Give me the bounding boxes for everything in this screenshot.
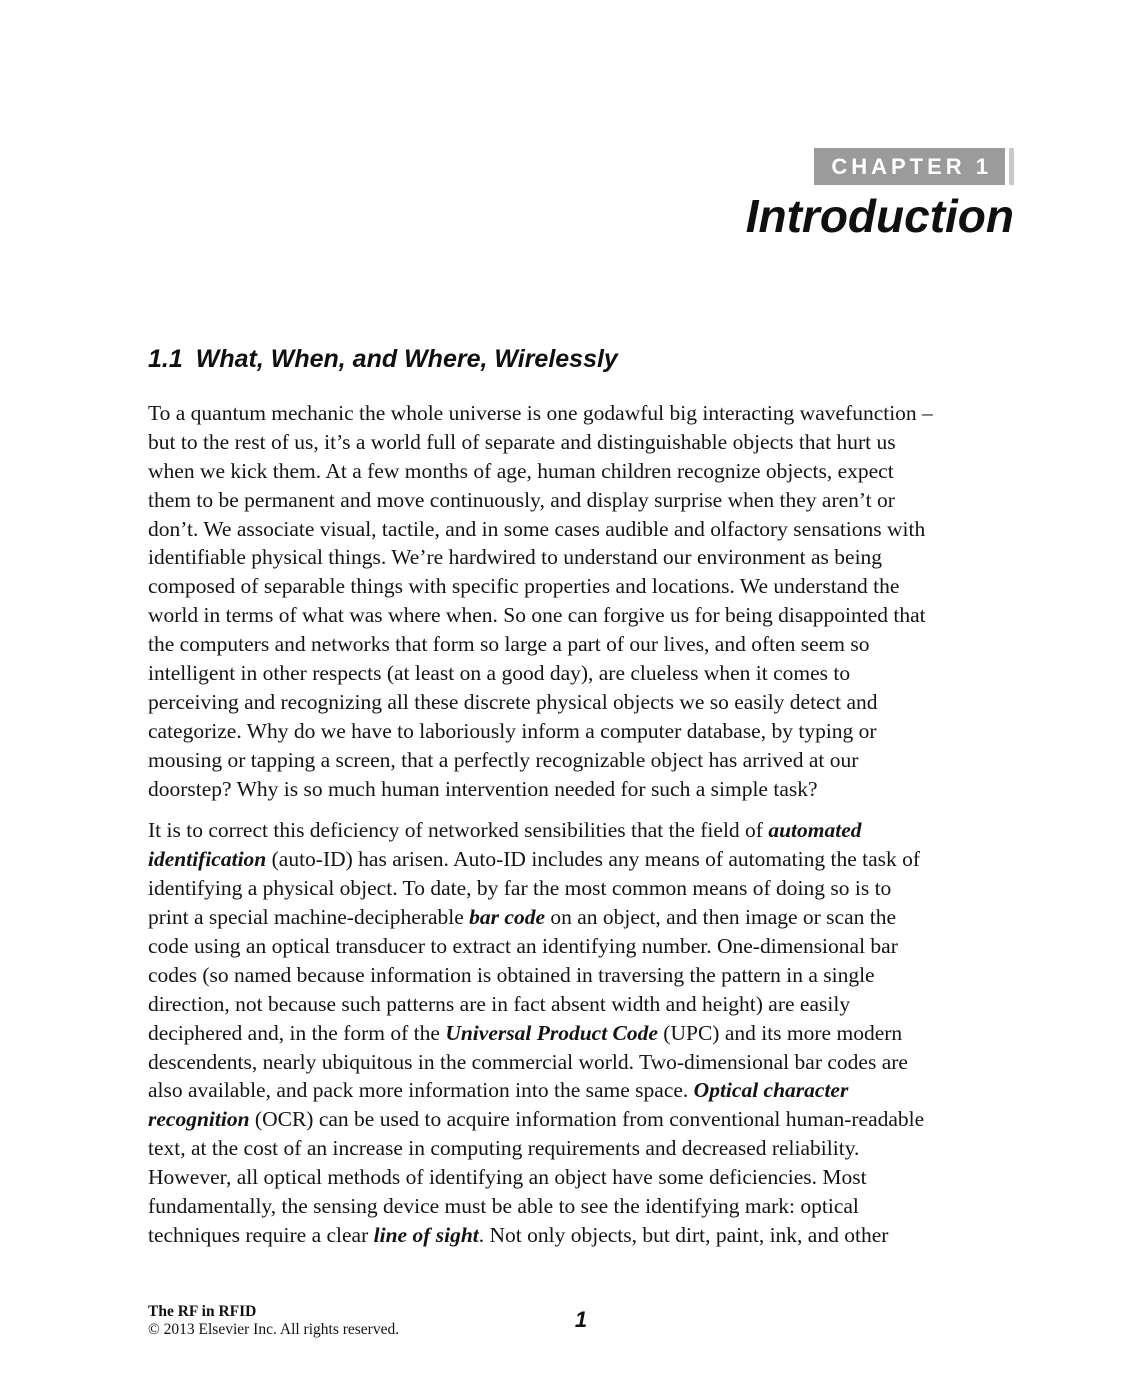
body-text <box>148 399 1028 1250</box>
book-title: The RF in RFID <box>148 1303 257 1320</box>
chapter-banner <box>814 148 1005 185</box>
text-line: the computers and networks that form so large a part of our lives, and often seem so <box>148 632 870 657</box>
text-line: descendents, nearly ubiquitous in the commercial world. Two-dimensional bar codes are <box>148 1049 908 1074</box>
text-line: perceiving and recognizing all these discrete physical objects we so easily detect and <box>148 689 878 714</box>
text-line: mousing or tapping a screen, that a perfectly recognizable object has arrived at our <box>148 747 859 772</box>
text-line: also available, and pack more information into the same space. Optical character <box>148 1078 849 1103</box>
text-line: deciphered and, in the form of the Universal Product Code (UPC) and its more modern <box>148 1020 903 1045</box>
text-line: However, all optical methods of identifying an object have some deficiencies. Most <box>148 1165 867 1190</box>
chapter-title: Introduction <box>745 190 1014 242</box>
text-line: don’t. We associate visual, tactile, and in some cases audible and olfactory sensations with <box>148 516 926 541</box>
body-paragraph <box>148 816 1028 1249</box>
text-line: techniques require a clear line of sight. Not only objects, but dirt, paint, ink, and other <box>148 1222 889 1247</box>
page-footer <box>148 1303 1014 1353</box>
section-heading <box>148 344 618 374</box>
text-line: recognition (OCR) can be used to acquire information from conventional human-readable <box>148 1107 925 1132</box>
text-line: codes (so named because information is obtained in traversing the pattern in a single <box>148 962 875 987</box>
text-line: direction, not because such patterns are in fact absent width and height) are easily <box>148 991 851 1016</box>
copyright-line: © 2013 Elsevier Inc. All rights reserved. <box>148 1321 400 1338</box>
section-title: What, When, and Where, Wirelessly <box>195 345 618 373</box>
chapter-label: CHAPTER 1 <box>831 153 992 179</box>
text-line: It is to correct this deficiency of networked sensibilities that the field of automated <box>148 818 862 843</box>
text-line: categorize. Why do we have to laboriously inform a computer database, by typing or <box>148 718 877 743</box>
text-line: identification (auto-ID) has arisen. Auto-ID includes any means of automating the task of <box>148 847 921 872</box>
page-number: 1 <box>574 1307 588 1332</box>
text-line: composed of separable things with specific properties and locations. We understand the <box>148 574 900 599</box>
text-line: fundamentally, the sensing device must be able to see the identifying mark: optical <box>148 1194 859 1219</box>
text-line: but to the rest of us, it’s a world full of separate and distinguishable objects that hurt us <box>148 429 896 454</box>
text-line: To a quantum mechanic the whole universe is one godawful big interacting wavefunction – <box>148 401 933 425</box>
text-line: intelligent in other respects (at least on a good day), are clueless when it comes to <box>148 661 851 686</box>
body-paragraph <box>148 399 1028 803</box>
text-line: text, at the cost of an increase in computing requirements and decreased reliability. <box>148 1136 860 1161</box>
text-line: identifiable physical things. We’re hardwired to understand our environment as being <box>148 545 883 570</box>
text-line: identifying a physical object. To date, by far the most common means of doing so is to <box>148 876 892 901</box>
section-number: 1.1 <box>148 345 183 373</box>
text-line: code using an optical transducer to extract an identifying number. One-dimensional bar <box>148 934 898 959</box>
text-line: doorstep? Why is so much human intervention needed for such a simple task? <box>148 776 818 801</box>
text-line: world in terms of what was where when. So one can forgive us for being disappointed that <box>148 603 926 628</box>
chapter-banner-row <box>148 148 1014 185</box>
accent-bar <box>1009 148 1014 185</box>
text-line: when we kick them. At a few months of age, human children recognize objects, expect <box>148 458 894 483</box>
text-line: them to be permanent and move continuously, and display surprise when they aren’t or <box>148 487 895 512</box>
text-line: print a special machine-decipherable bar code on an object, and then image or scan the <box>148 905 897 930</box>
